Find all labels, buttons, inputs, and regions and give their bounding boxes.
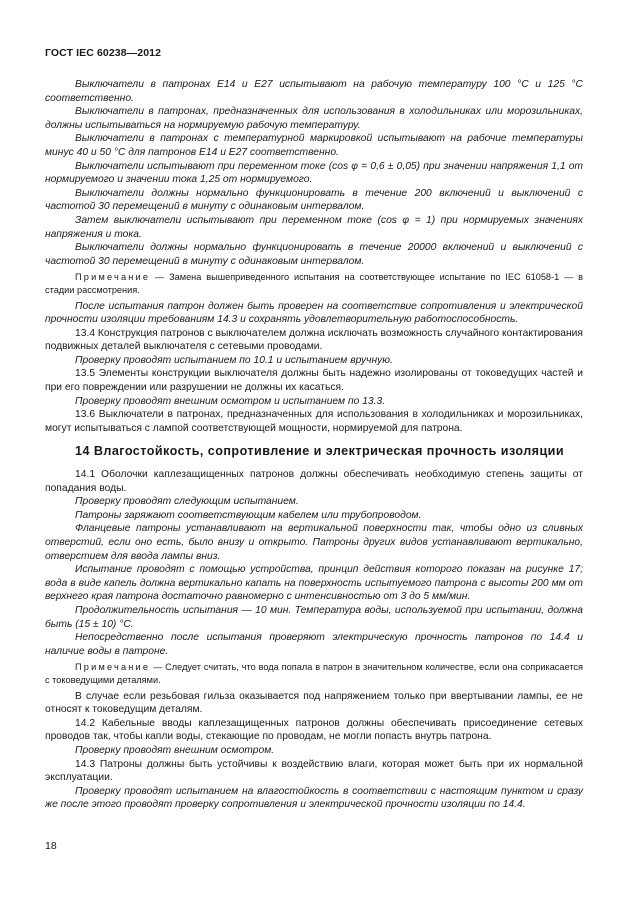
test-method-paragraph: Продолжительность испытания — 10 мин. Температура воды, используемой при испытании, должна быть (15 ± 10) °С. [45, 604, 583, 630]
note-text: — Следует считать, что вода попала в патрон в значительном количестве, если она соприкасается с токоведущими деталями. [45, 662, 583, 685]
note-text: — Замена вышеприведенного испытания на соответствующее испытание по IEC 61058-1 — в стадии рассмотрения. [45, 272, 583, 295]
test-method-paragraph: Выключатели в патронах Е14 и Е27 испытывают на рабочую температуру 100 °С и 125 °С соответственно. [45, 79, 583, 104]
test-method-paragraph: Патроны заряжают соответствующим кабелем или трубопроводом. [75, 509, 422, 521]
note [45, 271, 583, 296]
note [45, 661, 583, 686]
test-method-paragraph: Проверку проводят внешним осмотром и испытанием по 13.3. [75, 395, 386, 407]
test-method-paragraph: Проверку проводят испытанием на влагостойкость в соответствии с настоящим пунктом и сразу же после этого проводят проверку сопротивления и электрической прочности изоляции по 14.4. [45, 785, 583, 811]
test-method-paragraph: Выключатели в патронах с температурной маркировкой испытывают на рабочие температуры минус 40 и 50 °С для патронов Е14 и Е27 соответственно. [45, 133, 583, 158]
test-method-paragraph: Выключатели в патронах, предназначенных для использования в холодильниках или морозильниках, должны испытываться на нормируемую рабочую температуру. [45, 106, 583, 131]
document-header: ГОСТ IEC 60238—2012 [45, 47, 162, 59]
test-method-paragraph: Проверку проводят внешним осмотром. [75, 744, 275, 756]
clause-paragraph: 14.1 Оболочки каплезащищенных патронов должны обеспечивать необходимую степень защиты от попадания воды. [45, 469, 583, 494]
test-method-paragraph: Испытание проводят с помощью устройства, принцип действия которого показан на рисунке 17; вода в виде капель должна вертикально капать на поверхность испытуемого патрона с высоты 200 мм от верхнего края патрона достаточно равномерно с интенсивностью от 3 до 5 мм/мин. [45, 564, 583, 603]
test-method-paragraph: Фланцевые патроны устанавливают на вертикальной поверхности так, чтобы одно из сливных отверстий, если оно есть, было внизу и открыто. Патроны других видов устанавливают вертикально, отверстием для ввода лампы вниз. [45, 523, 583, 562]
section-heading: 14 Влагостойкость, сопротивление и электрическая прочность изоляции [75, 444, 565, 459]
test-method-paragraph: После испытания патрон должен быть проверен на соответствие сопротивления и электрической прочности изоляции требованиям 14.3 и сохранять удовлетворительную работоспособность. [45, 300, 583, 326]
test-method-paragraph: Проверку проводят испытанием по 10.1 и испытанием вручную. [75, 354, 393, 366]
document-body [45, 78, 583, 812]
test-method-paragraph: Выключатели должны нормально функционировать в течение 20000 включений и выключений с частотой 30 перемещений в минуту с одинаковым интервалом. [45, 242, 583, 267]
page-number: 18 [45, 840, 57, 852]
clause-paragraph: В случае если резьбовая гильза оказывается под напряжением только при ввертывании лампы, ее не относят к токоведущим деталям. [45, 690, 583, 716]
clause-paragraph: 14.2 Кабельные вводы каплезащищенных патронов должны обеспечивать присоединение сетевых проводов так, чтобы капли воды, стекающие по проводам, не могли попасть внутрь патрона. [45, 717, 583, 743]
clause-paragraph: 13.5 Элементы конструкции выключателя должны быть надежно изолированы от токоведущих частей и при его повреждении или разрушении не должны их касаться. [45, 368, 583, 394]
test-method-paragraph: Выключатели испытывают при переменном токе (cos φ = 0,6 ± 0,05) при значении напряжения 1,1 от нормируемого и значении тока 1,25 от нормируемого. [45, 160, 583, 186]
clause-paragraph: 14.3 Патроны должны быть устойчивы к воздействию влаги, которая может быть при их нормальной эксплуатации. [45, 758, 583, 784]
clause-paragraph: 13.6 Выключатели в патронах, предназначенных для использования в холодильниках и морозильниках, могут испытываться с лампой соответствующей мощности, нормируемой для патрона. [45, 409, 583, 434]
test-method-paragraph: Непосредственно после испытания проверяют электрическую прочность патронов по 14.4 и наличие воды в патроне. [45, 632, 583, 657]
test-method-paragraph: Затем выключатели испытывают при переменном токе (cos φ = 1) при нормируемых значениях напряжения и тока. [45, 214, 583, 240]
note-label: Примечание [75, 662, 151, 673]
clause-paragraph: 13.4 Конструкция патронов с выключателем должна исключать возможность случайного контактирования подвижных деталей выключателя с сетевыми проводами. [45, 327, 584, 353]
note-label: Примечание [75, 272, 151, 283]
test-method-paragraph: Выключатели должны нормально функционировать в течение 200 включений и выключений с частотой 30 перемещений в минуту с одинаковым интервалом. [45, 187, 583, 213]
test-method-paragraph: Проверку проводят следующим испытанием. [75, 496, 299, 508]
